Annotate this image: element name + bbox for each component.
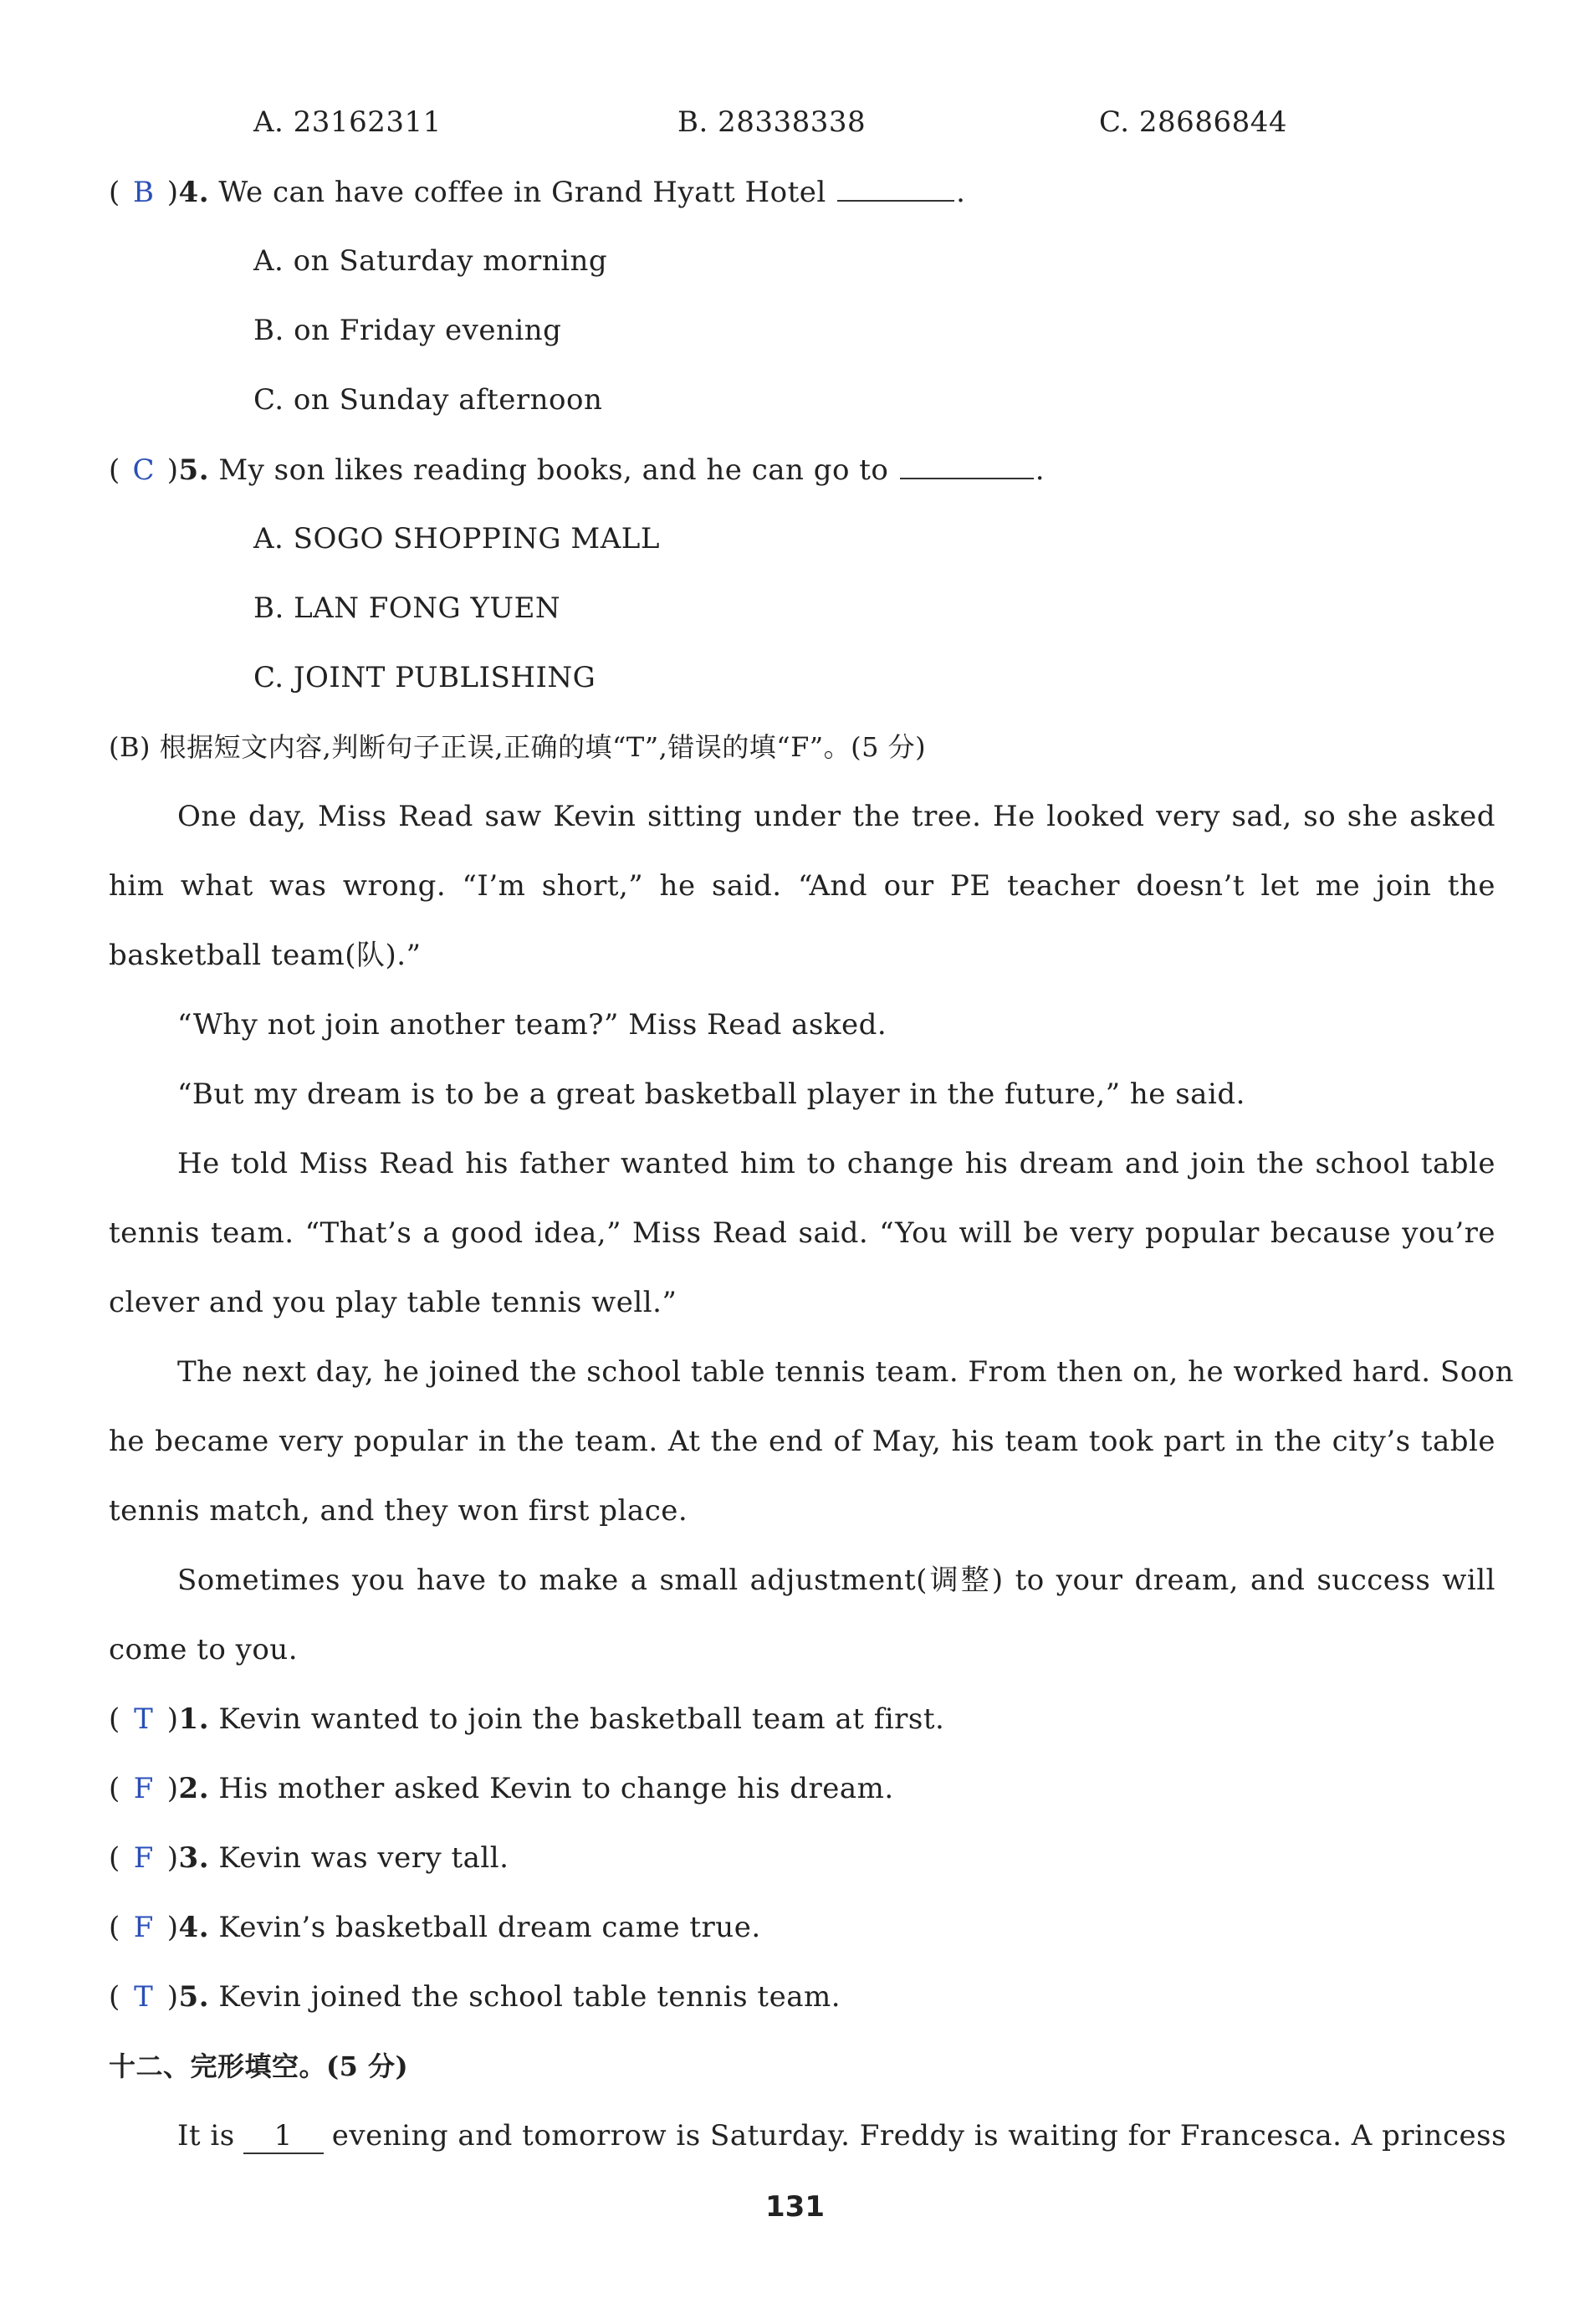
passage-p6-line1: Sometimes you have to make a small adjustment(调整) to your dream, and success will (177, 1564, 1495, 1597)
passage-p5-line3: tennis match, and they won first place. (109, 1494, 688, 1528)
q5-option-a: A. SOGO SHOPPING MALL (253, 522, 660, 555)
q3-option-c: C. 28686844 (1099, 105, 1287, 139)
question-number: 4. (178, 176, 210, 209)
q4-option-a: A. on Saturday morning (253, 244, 608, 278)
q5-option-c: C. JOINT PUBLISHING (253, 661, 596, 694)
answer-tf-1: T (134, 1702, 154, 1736)
tf-item-2: ( F )2. His mother asked Kevin to change his dream. (109, 1772, 894, 1805)
answer-q5: C (132, 453, 156, 487)
passage-p6-line2: come to you. (109, 1633, 299, 1666)
question-number: 5. (178, 453, 210, 487)
tf-item-1: ( T )1. Kevin wanted to join the basketball team at first. (109, 1702, 945, 1736)
tf-text: His mother asked Kevin to change his dream. (218, 1772, 894, 1805)
answer-tf-5: T (134, 1980, 154, 2014)
section-12-heading: 十二、完形填空。(5 分) (109, 2050, 409, 2082)
section-b-heading: (B) 根据短文内容,判断句子正误,正确的填“T”,错误的填“F”。(5 分) (109, 731, 927, 763)
q3-option-a: A. 23162311 (253, 105, 442, 139)
q4-option-b: B. on Friday evening (253, 314, 562, 347)
passage-p4-line1: He told Miss Read his father wanted him to change his dream and join the school table (177, 1147, 1495, 1180)
tf-item-5: ( T )5. Kevin joined the school table tennis team. (109, 1980, 841, 2014)
tf-item-3: ( F )3. Kevin was very tall. (109, 1841, 509, 1875)
q5-option-b: B. LAN FONG YUEN (253, 591, 561, 625)
question-4: ( B )4. We can have coffee in Grand Hyatt Hotel . (109, 176, 966, 209)
tf-text: Kevin joined the school table tennis team. (218, 1980, 841, 2014)
answer-tf-3: F (133, 1841, 154, 1875)
tf-text: Kevin’s basketball dream came true. (218, 1911, 761, 1944)
answer-tf-2: F (133, 1772, 154, 1805)
passage-p1-line2: him what was wrong. “I’m short,” he said. “And our PE teacher doesn’t let me join the (109, 869, 1495, 903)
answer-tf-4: F (133, 1911, 154, 1944)
tf-text: Kevin was very tall. (218, 1841, 509, 1875)
passage-p5-line1: The next day, he joined the school table tennis team. From then on, he worked hard. Soon (177, 1355, 1515, 1389)
page-number: 131 (765, 2190, 825, 2224)
tf-text: Kevin wanted to join the basketball team at first. (218, 1702, 945, 1736)
question-text: We can have coffee in Grand Hyatt Hotel (218, 176, 826, 209)
question-5: ( C )5. My son likes reading books, and he can go to . (109, 453, 1046, 487)
answer-q4: B (133, 176, 155, 209)
q3-option-b: B. 28338338 (677, 105, 867, 139)
answer-blank (900, 453, 1034, 479)
passage-p4-line3: clever and you play table tennis well.” (109, 1286, 677, 1319)
cloze-line-1: It is 1 evening and tomorrow is Saturday. Freddy is waiting for Francesca. A princess (177, 2119, 1507, 2153)
passage-p4-line2: tennis team. “That’s a good idea,” Miss Read said. “You will be very popular because you’re (109, 1216, 1495, 1250)
passage-p2: “Why not join another team?” Miss Read asked. (177, 1008, 887, 1042)
passage-p1-line1: One day, Miss Read saw Kevin sitting under the tree. He looked very sad, so she asked (177, 800, 1495, 833)
passage-p3: “But my dream is to be a great basketball player in the future,” he said. (177, 1078, 1245, 1111)
answer-blank (837, 175, 954, 202)
tf-item-4: ( F )4. Kevin’s basketball dream came true. (109, 1911, 761, 1944)
passage-p1-line3: basketball team(队).” (109, 939, 422, 972)
passage-p5-line2: he became very popular in the team. At the end of May, his team took part in the city’s table (109, 1425, 1495, 1458)
q4-option-c: C. on Sunday afternoon (253, 383, 603, 417)
cloze-blank-1: 1 (243, 2119, 324, 2154)
question-text: My son likes reading books, and he can go to (218, 453, 889, 487)
